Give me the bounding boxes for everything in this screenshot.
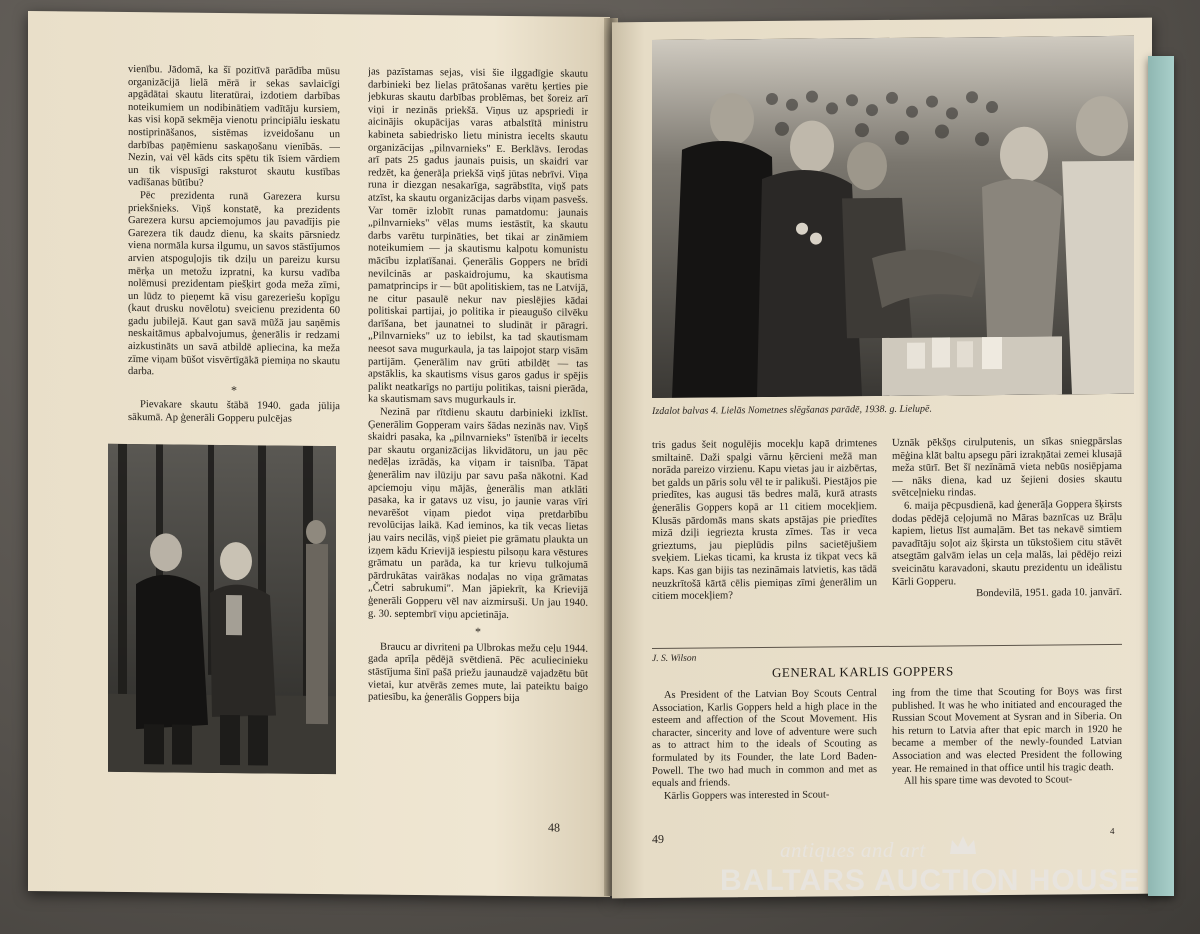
award-parade-photo [652,36,1134,398]
forest-ceremony-photo [108,444,336,774]
watermark-brand-part2: N HOUSE [996,864,1141,897]
right-column-2 [892,436,1122,658]
page-number-left: 48 [548,820,560,835]
paragraph: Pievakare skautu štābā 1940. gada jūlija sākumā. Ap ģenerāli Gopperu pulcējas [128,399,340,425]
left-photo [108,444,336,774]
english-column-2 [892,686,1122,828]
paragraph: tris gadus šeit nogulējis mocekļu kapā drimtenes smiltainē. Daži spalgi vārnu ķērcieni mežā man norāda pareizo virzienu. Kapu vietas jau ir aizbērtas, bet galds un pāris solu vēl te ir palikuši. Piestājos pie priedītes, kas augusi tās bedres malā, kurā atrasts ģenerālis Goppers kopā ar 11 citiem mocekļiem. Klusās pārdomās mans skats apstājas pie priedītes mizā dziļi iegriezta krusta zīmes. Tas ir veca grieztums, jau pieplūdis pilns sacietējušiem sveķiem. Liekas ticami, ka krusta iz tikpat vecs kā kaps. Kas gan bijis tas nezināmais latvietis, kas tādā neuzkrītošā kārtā cēlis piemiņas zīmi ģenerālim un citiem mocekļiem? [652,438,877,603]
watermark-brand [720,864,1140,898]
paragraph: Nezinā par rītdienu skautu darbinieki izklīst. Ģenerālim Gopperam vairs šādas nezinās nav. Viņš skaidri pasaka, ka „pilnvarnieks" īstenībā ir iecelts par skautu organizācijas likvidātoru, un jau pēc nedēļas izrādās, ka viņam ir taisnība. Tāpat ģenerālim nav ilūziju par savu paša nākotni. Kad apciemoju viņu mājās, ģenerālis man atklāti pasaka, ka ir gatavs uz visu, jo jaunie varas vīri nevarēšot viņam piedot viņa pretdarbību revolūcijas laikā. Kad ieminos, ka tik vecas lietas jau vairs necilās, viņš pieiet pie grāmatu plaukta un izņem kādu Krievijā iespiestu pilsoņu kara vēstures grāmatu un parāda, ka tur krievu tulkojumā pārdrukātas vairākas nodaļas no viņa grāmatas „Četri sabrukumi". Man jāpiekrīt, ka Krievijā ģenerāli Gopperu vēl nav aizmirsuši. Un jau 1940. g. 30. septembrī viņu apcietināja. [368,406,588,621]
watermark-brand-part1: BALTARS AUCTI [720,864,971,897]
right-photo [652,36,1134,398]
corner-mark: 4 [1110,825,1115,837]
photo-caption: Izdalot balvas 4. Lielās Nometnes slēgšanas parādē, 1938. g. Lielupē. [652,403,932,418]
english-column-1 [652,688,877,830]
author-name: J. S. Wilson [652,653,697,665]
left-page [28,11,610,897]
paragraph: Braucu ar divriteni pa Ulbrokas mežu ceļu 1944. gada aprīļa pēdējā svētdienā. Pēc aculiecinieku stāstījuma šinī pašā priežu jaunaudzē vajadzētu būt vietai, kur atvērās zemes mute, lai pateiktu baigo patiesību, ka ģenerālis Goppers bija [368,641,588,705]
paragraph: vienību. Jādomā, ka šī pozitīvā parādība mūsu organizācijā lielā mērā ir sekas savlaicīgi apgādātai skautu literatūrai, izdotiem darbības noteikumiem un nodibinātiem vadītāju kursiem, kas visi kopā sekmēja vienotu principiālu ieskatu nostiprināšanos, sistēmas izveidošanu un darbības paņēmienu saskaņošanu vienībās. — Nezin, vai vēl kāds cits spētu tik īsiem vārdiem un tik vispusīgi raksturot skautu kustības vadīšanas būtību? [128,63,340,190]
left-column-2 [368,67,588,764]
back-cover-edge [1148,56,1174,896]
paragraph: jas pazīstamas sejas, visi šie ilggadīgie skautu darbinieki bez lielas prātošanas varētu ķerties pie jebkuras skautu darbības problēmas, bet šoreiz arī viņi ir nezinās priekšā. Viņus uz apspriedi ir aicinājis okupācijas varas atbalstītā ministru kabineta sabiedrisko lietu ministra iecelts skautu organizācijas „pilnvarnieks" E. Berklāvs. Ierodas arī pats 25 gadus jaunais puisis, un skaidri var redzēt, ka ģenerāļa priekšā viņš jūtas nebrīvi. Viņa runa ir diezgan nesakarīga, sagrābstīta, viņš pats atzīst, ka skautu organizācijas darbs viņam pasvešs. Var tomēr izlobīt runas pamatdomu: jaunais „pilnvarnieks" vēlas mums iestāstīt, ka skautu darbs varētu turpināties, bet tikai ar zināmiem noteikumiem — ja skautismu kalpotu komunistu mācību izplatīšanai. Ģenerālis Goppers ne brīdi nevilcinās ar paskaidrojumu, ka skautisma pamatprincips ir — būt apolitiskiem, tas ne Latvijā, ne citur pasaulē nekur nav pieslējies kādai politiskai partijai, jo politika ir pieaugušo cilvēku darīšana, bet jaunatnei to sludināt ir pāragri. „Pilnvarnieks" uz to iebilst, ka tad skautismam neesot sava mugurkaula, ja tas laipojot starp visām partijām. Ģenerālim nav grūti atbildēt — tas apstāklis, ka skautisms visus garos gadus ir spējis palikt neatkarīgs no partiju politikas, taisni pierāda, ka skautismam savs mugurkauls ir. [368,66,588,407]
section-separator: * [231,382,237,397]
page-number-right: 49 [652,831,664,847]
section-separator: * [475,624,481,639]
paragraph: As President of the Latvian Boy Scouts Central Association, Karlis Goppers held a high place in the esteem and affection of the Scout Movement. His character, sincerity and love of adventure were such as to attract him to the ideals of Scouting as formulated by its Founder, the late Lord Baden-Powell. The two had much in common and met as equals and friends. [652,688,877,790]
paragraph: 6. maija pēcpusdienā, kad ģenerāļa Goppera šķirsts dodas pēdējā ceļojumā no Māras baznīcas uz Brāļu kapiem, lietus līst aumaļām. Bet tas nekavē simtiem pavadītāju soļot aiz šķirsta un tūkstošiem citu stāvēt atsegtām galvām ielas un ceļa malās, lai pēdējo reizi sveicinātu karavadoni, skautu prezidentu un ideālistu Kārli Gopperu. [892,498,1122,588]
place-and-date: Bondevilā, 1951. gada 10. janvārī. [976,587,1122,600]
left-column-1 [128,64,340,451]
right-page [612,18,1152,899]
paragraph: ing from the time that Scouting for Boys was first published. It was he who initiated and encouraged the Russian Scout Movement at Sysran and in Siberia. On his return to Latvia after that epic march in 1920 he became a member of the newly-founded Latvian Association and was elected President the following year. He remained in that office until his tragic death. [892,685,1122,775]
crown-icon [948,834,978,856]
watermark-tagline: antiques and art [780,838,926,862]
paragraph: Kārlis Goppers was interested in Scout- [664,789,830,802]
paragraph: All his spare time was devoted to Scout- [904,774,1073,787]
english-article-heading: GENERAL KARLIS GOPPERS [772,663,954,680]
paragraph: Pēc prezidenta runā Garezera kursu priekšnieks. Viņš konstatē, ka prezidents Garezera kursu apciemojumos jau pavadījis pie Garezera tik daudz dienu, ka skaits pārsniedz viena normāla kursa ilgumu, un savos stāstījumos arvien atspoguļojis tik dziļu un pareizu kursu mērķa un metožu izpratni, ka kursu vadība nolēmusi prezidentam piešķirt goda meža zīmi, un lūdz to pieņemt kā visu garezeriešu kopīgu (kaut drusku novēlotu) sveicienu prezidenta 60 gadu jubilejā. Kaut gan savā mūžā jau saņēmis neskaitāmus apbalvojumus, ģenerālis ir redzami aizkustināts un savā atbildē apliecina, ka meža zīme viņam būšot visvērtīgākā piemiņa no skautu darba. [128,190,340,378]
crown-o-icon [972,869,996,893]
right-column-1 [652,438,877,640]
paragraph: Uznāk pēkšņs cirulputenis, un sīkas sniegpārslas mēģina klāt baltu apsegu pāri izrakņātai zemei klusajā meža stūrī. Bet šī nezīnāmā vieta nebūs nosiēpjama — nāks diena, kad uz šejieni dosies skautu svētceļnieku rindas. [892,435,1122,500]
